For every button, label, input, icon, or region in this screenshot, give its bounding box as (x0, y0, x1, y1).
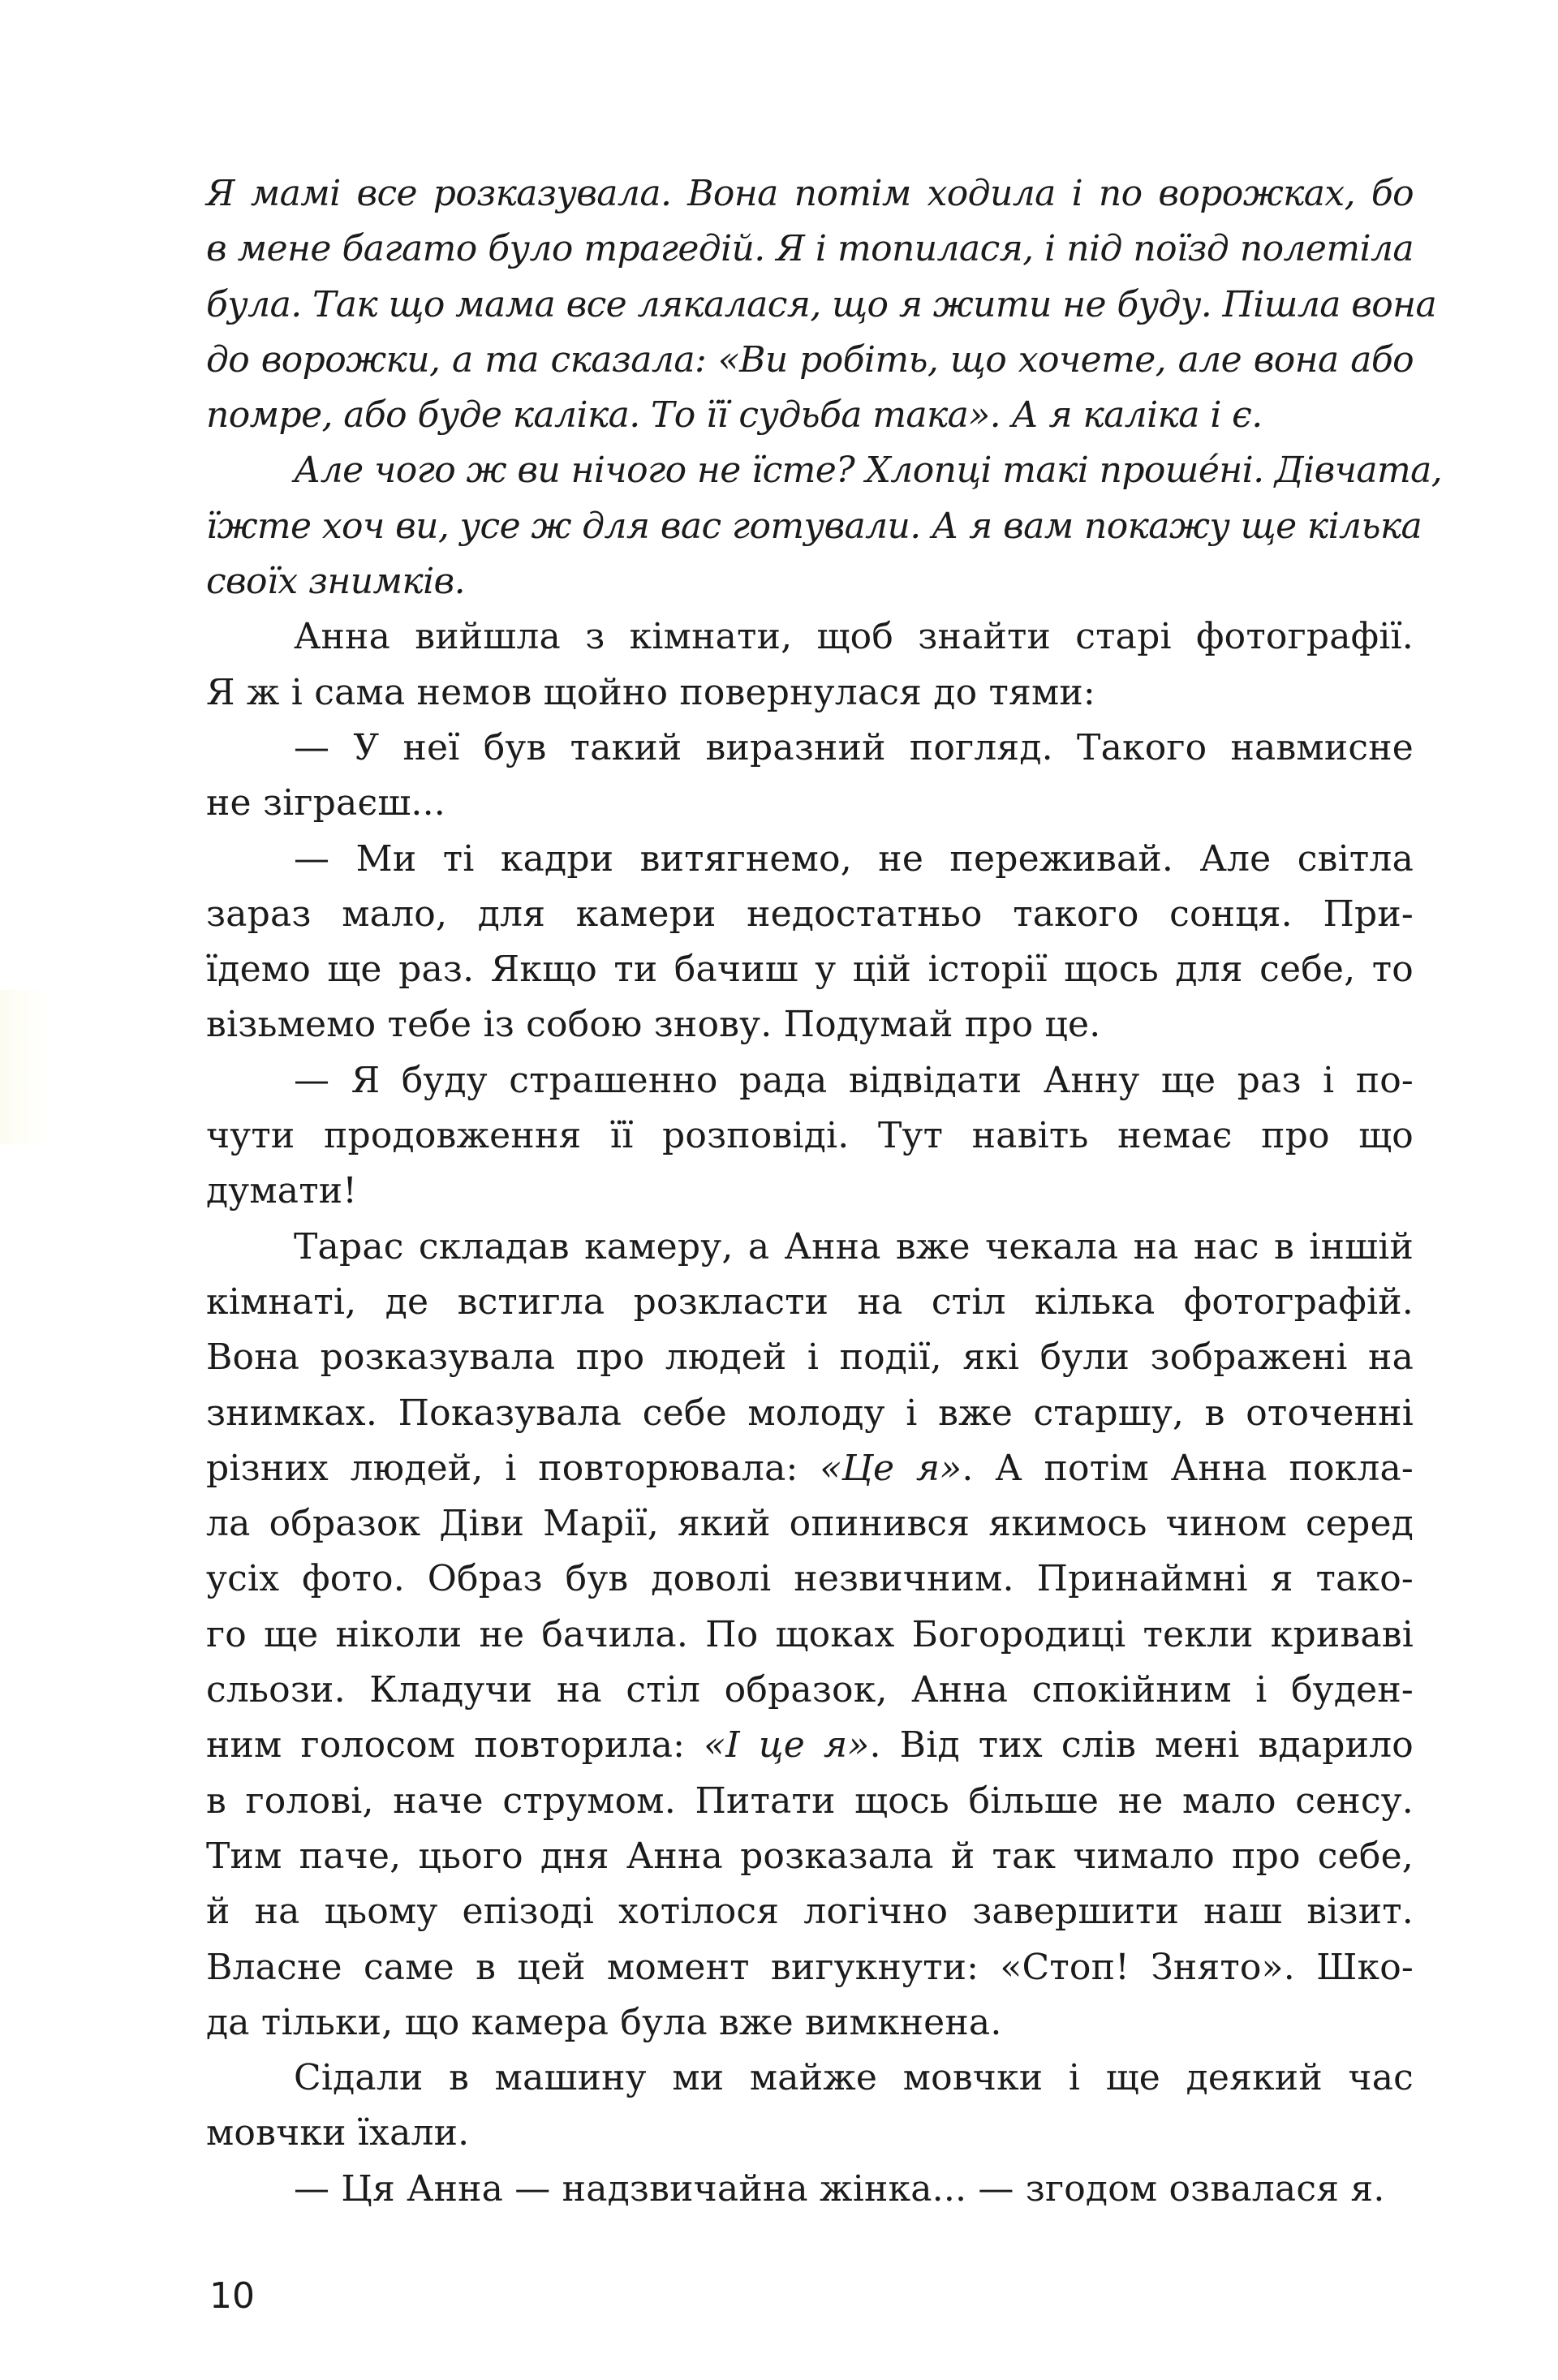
text-line: Власне саме в цей момент вигукнути: «Стоп! Знято». Шко- (206, 1946, 1414, 1988)
text-line: да тільки, що камера була вже вимкнена. (206, 2001, 1002, 2043)
dialogue-line: — Ми ті кадри витягнемо, не переживай. Але світла (294, 837, 1414, 880)
text-line: до ворожки, а та сказала: «Ви робіть, що хочете, але вона або (206, 338, 1414, 381)
text-line: помре, або буде каліка. То її судьба така». А я каліка і є. (206, 394, 1263, 437)
dialogue-line: — У неї був такий виразний погляд. Такого навмисне (294, 726, 1414, 768)
text-line: ла образок Діви Марії, який опинився якимось чином серед (206, 1503, 1414, 1545)
text-line (206, 1718, 1414, 1773)
text-line: була. Так що мама все лякалася, що я жити не буду. Пішла вона (206, 283, 1437, 325)
text-line: й на цьому епізоді хотілося логічно завершити наш візит. (206, 1891, 1414, 1933)
text-line: думати! (206, 1170, 358, 1212)
text-line: Вона розказувала про людей і події, які були зображені на (206, 1336, 1414, 1379)
text-line: Я мамі все розказувала. Вона потім ходила і по ворожках, бо (206, 173, 1414, 214)
text-line: сльози. Кладучи на стіл образок, Анна спокійним і буден- (206, 1669, 1414, 1711)
dialogue-line: — Я буду страшенно рада відвідати Анну ще раз і по- (294, 1059, 1414, 1101)
text-line: їжте хоч ви, усе ж для вас готували. А я вам покажу ще кілька (206, 505, 1422, 547)
paragraph-start-line: Анна вийшла з кімнати, щоб знайти старі фотографії. (294, 616, 1414, 658)
paragraph-start-line: Але чого ж ви нічого не їсте? Хлопці такі прошéні. Дівчата, (294, 450, 1443, 492)
text-line (206, 1441, 1414, 1496)
text-line: мовчки їхали. (206, 2112, 470, 2154)
text-line: чути продовження її розповіді. Тут навіть немає про що (206, 1115, 1414, 1157)
text-line: в голові, наче струмом. Питати щось більше не мало сенсу. (206, 1780, 1414, 1822)
text-line: не зіграєш... (206, 782, 445, 824)
text-line: го ще ніколи не бачила. По щоках Богородиці текли криваві (206, 1613, 1414, 1655)
text-line: усіх фото. Образ був доволі незвичним. Принаймні я тако- (206, 1558, 1414, 1600)
text-line: в мене багато було трагедій. Я і топилася, і під поїзд полетіла (206, 228, 1414, 270)
page-number: 10 (209, 2275, 255, 2317)
text-line: їдемо ще раз. Якщо ти бачиш у цій історії щось для себе, то (206, 949, 1414, 991)
paragraph-start-line: Сідали в машину ми майже мовчки і ще деякий час (294, 2057, 1414, 2099)
text-line: Тим паче, цього дня Анна розказала й так чимало про себе, (206, 1835, 1414, 1877)
italic-quote: «Це я» (820, 1447, 962, 1489)
text-line: своїх знимків. (206, 561, 465, 603)
italic-quote: «І це я» (704, 1724, 870, 1767)
text-segment: ним голосом повторила: (206, 1724, 704, 1767)
text-line: знимках. Показувала себе молоду і вже старшу, в оточенні (206, 1392, 1414, 1434)
text-line: Я ж і сама немов щойно повернулася до тями: (206, 671, 1095, 713)
text-segment: різних людей, і повторювала: (206, 1447, 820, 1489)
text-line: кімнаті, де встигла розкласти на стіл кілька фотографій. (206, 1280, 1414, 1323)
text-segment: . Від тих слів мені вдарило (869, 1724, 1414, 1767)
scan-edge-tint (0, 990, 49, 1144)
text-line: зараз мало, для камери недостатньо такого сонця. При- (206, 893, 1414, 935)
dialogue-line: — Ця Анна — надзвичайна жінка... — згодом озвалася я. (294, 2167, 1385, 2210)
paragraph-start-line: Тарас складав камеру, а Анна вже чекала на нас в іншій (294, 1225, 1414, 1267)
text-segment: . А потім Анна покла- (962, 1447, 1414, 1489)
body-text (206, 166, 1443, 2217)
text-line: візьмемо тебе із собою знову. Подумай про це. (206, 1004, 1101, 1046)
